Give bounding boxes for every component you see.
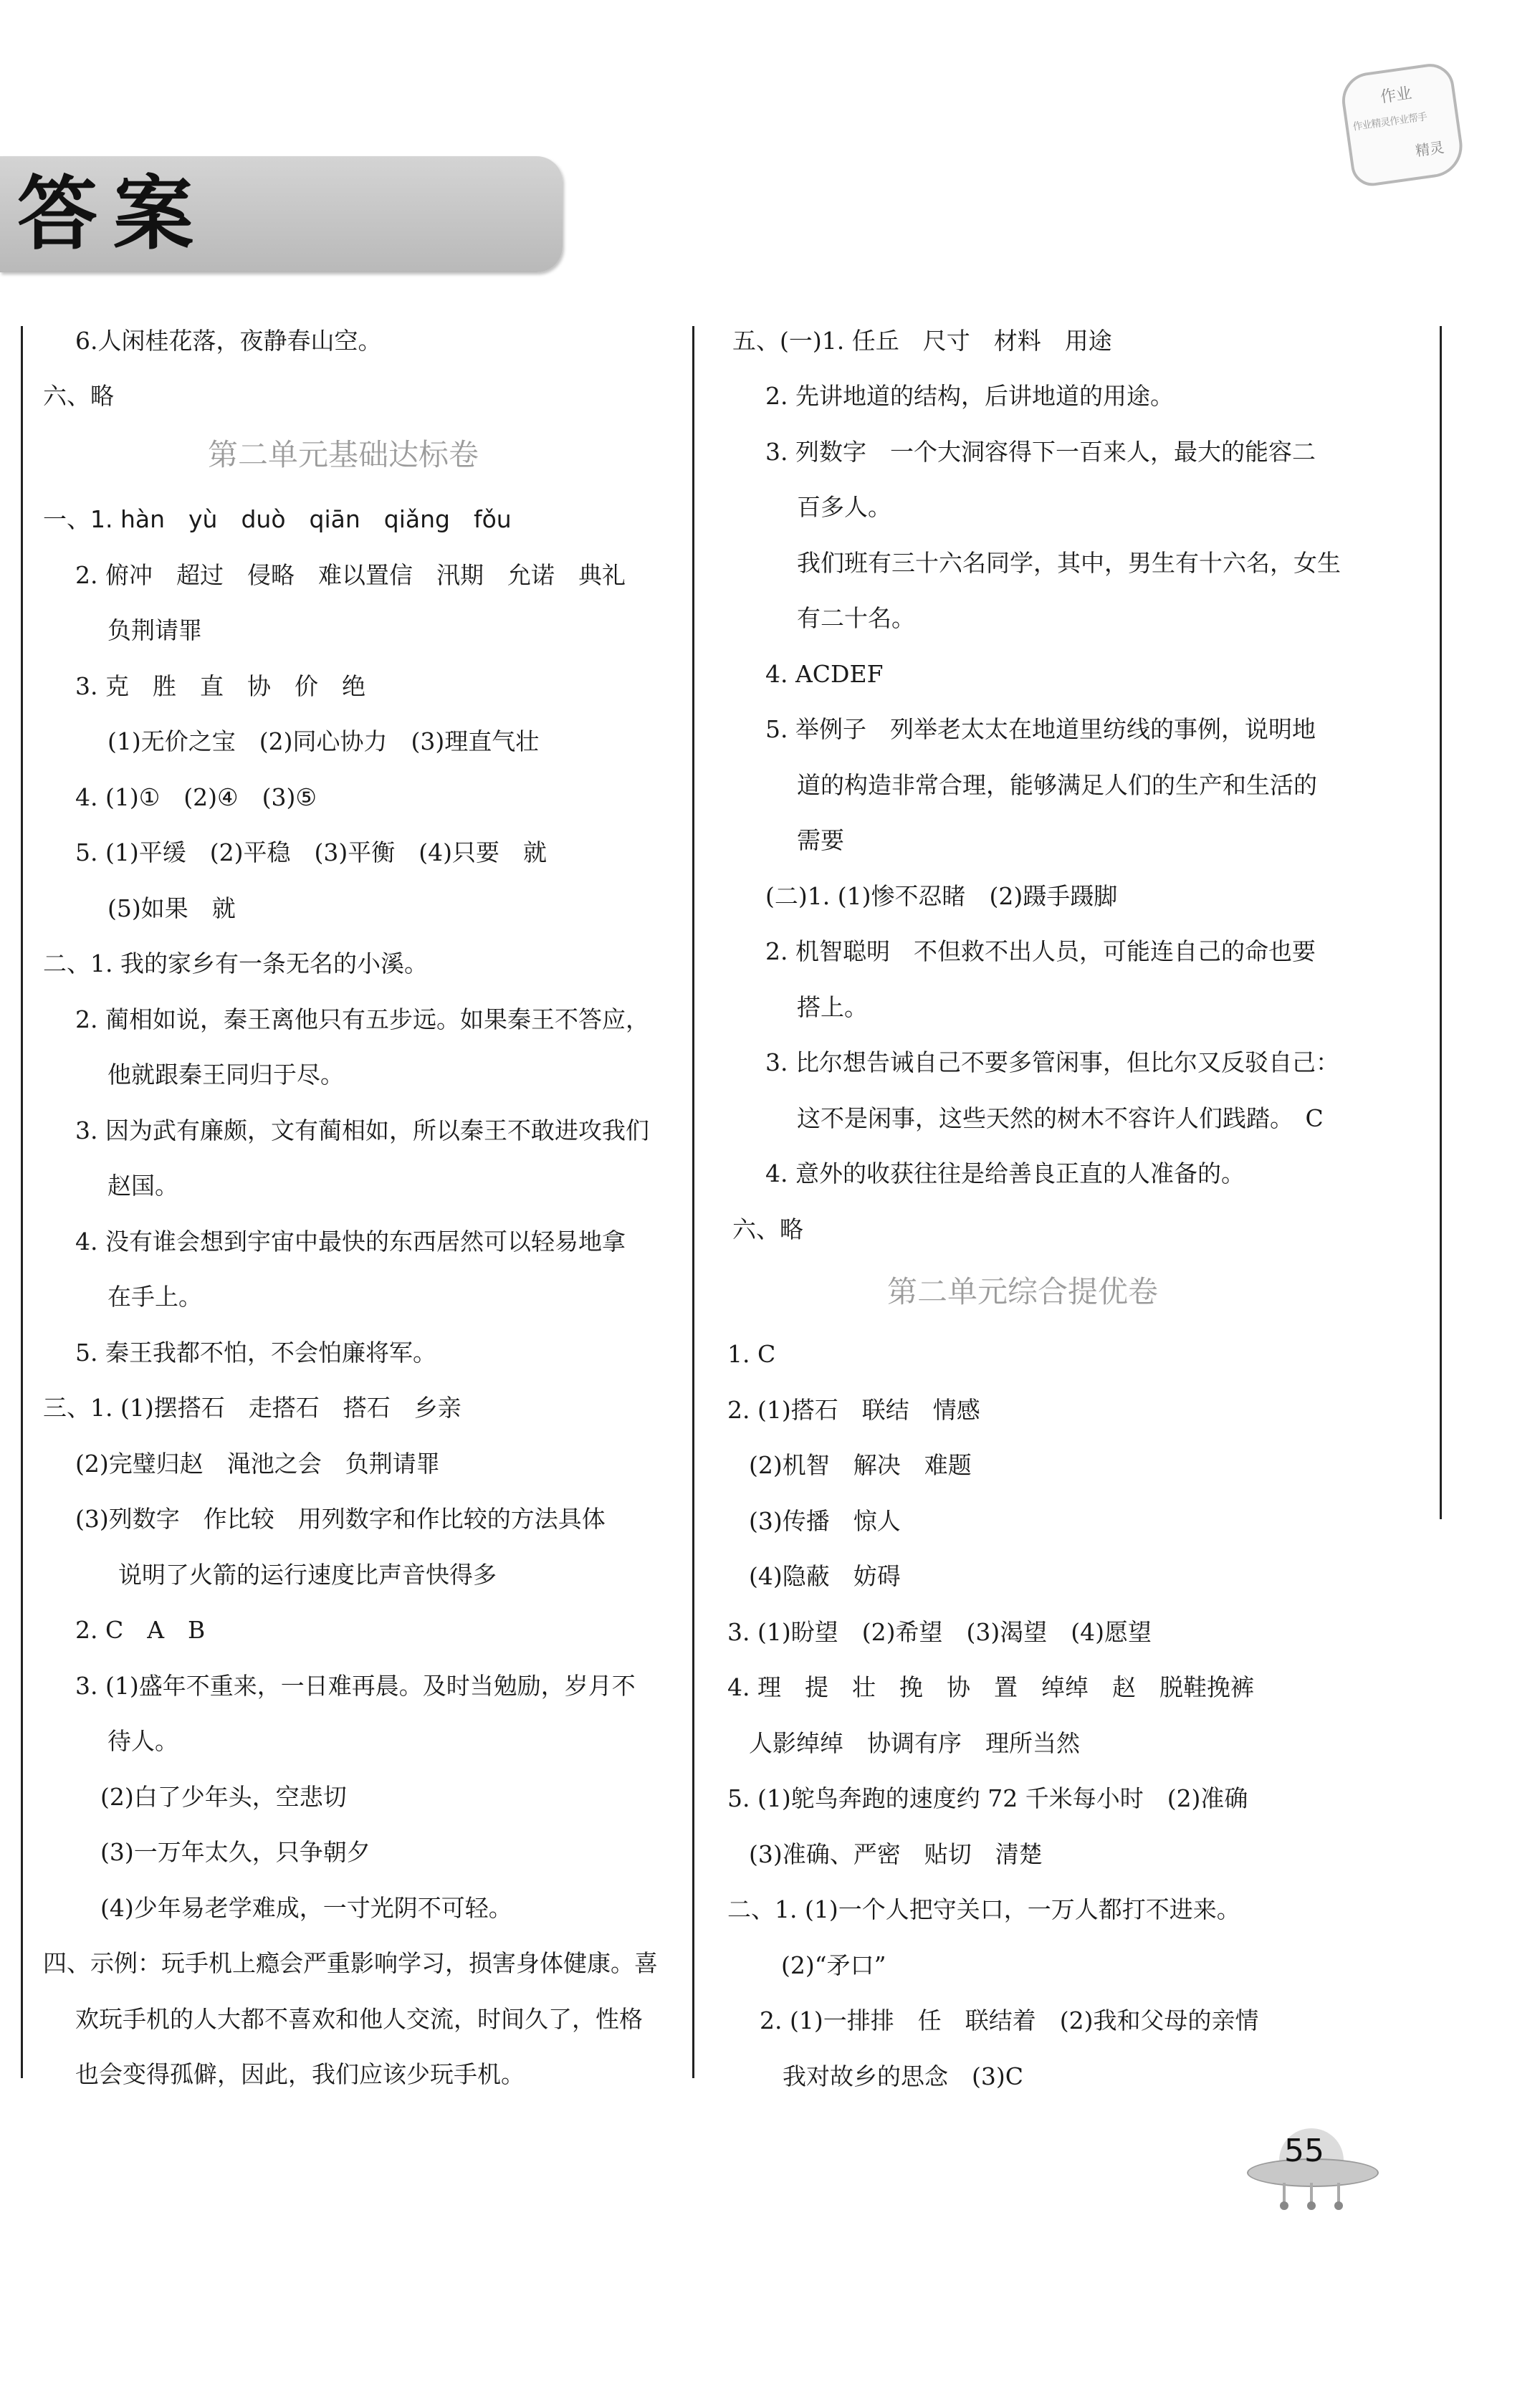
answer-line: 5. 举例子 列举老太太在地道里纺线的事例，说明地 bbox=[765, 715, 1316, 743]
answer-line: 5. 秦王我都不怕，不会怕廉将军。 bbox=[75, 1339, 436, 1367]
answer-line: (5)如果 就 bbox=[107, 894, 236, 922]
answer-line: (2)“矛口” bbox=[781, 1951, 886, 1979]
answer-line: 欢玩手机的人大都不喜欢和他人交流，时间久了，性格 bbox=[75, 2005, 643, 2033]
stamp-line-3: 精灵 bbox=[1414, 138, 1445, 160]
answer-line: (二)1. (1)惨不忍睹 (2)蹑手蹑脚 bbox=[765, 882, 1118, 910]
answer-line: (3)一万年太久，只争朝夕 bbox=[100, 1838, 370, 1866]
answer-line: 二、1. (1)一个人把守关口，一万人都打不进来。 bbox=[727, 1895, 1240, 1923]
ufo-foot-icon bbox=[1280, 2201, 1288, 2210]
answer-line: 2. 先讲地道的结构，后讲地道的用途。 bbox=[765, 382, 1174, 410]
answer-line: 待人。 bbox=[107, 1727, 178, 1755]
answer-line: 4. ACDEF bbox=[765, 660, 884, 688]
homework-elf-logo bbox=[1339, 61, 1466, 188]
answer-line: 2. 蔺相如说，秦王离他只有五步远。如果秦王不答应， bbox=[75, 1005, 649, 1033]
answer-line: (4)少年易老学难成，一寸光阴不可轻。 bbox=[100, 1894, 512, 1922]
answer-line: 人影绰绰 协调有序 理所当然 bbox=[749, 1729, 1080, 1757]
answer-line: 我对故乡的思念 (3)C bbox=[783, 2062, 1023, 2090]
section-title-basic: 第二单元基础达标卷 bbox=[208, 437, 479, 472]
answer-line: 六、略 bbox=[43, 382, 114, 410]
answer-line: 五、(一)1. 任丘 尺寸 材料 用途 bbox=[732, 327, 1112, 355]
right-column-rule bbox=[1440, 326, 1442, 1519]
answer-header-tab bbox=[0, 156, 563, 272]
answer-line: 4. 理 提 壮 挽 协 置 绰绰 赵 脱鞋挽裤 bbox=[727, 1673, 1254, 1701]
page-number: 55 bbox=[1284, 2133, 1324, 2169]
answer-line: 负荆请罪 bbox=[107, 616, 202, 644]
answer-line: 有二十名。 bbox=[797, 604, 915, 632]
answer-line: 我们班有三十六名同学，其中，男生有十六名，女生 bbox=[797, 549, 1341, 577]
answer-line: 搭上。 bbox=[797, 993, 868, 1021]
answer-line: (3)传播 惊人 bbox=[749, 1507, 901, 1535]
ufo-foot-icon bbox=[1307, 2201, 1316, 2210]
answer-line: 3. 克 胜 直 协 价 绝 bbox=[75, 672, 365, 700]
answer-line: 3. (1)盛年不重来，一日难再晨。及时当勉励，岁月不 bbox=[75, 1672, 636, 1700]
answer-line: 赵国。 bbox=[107, 1172, 178, 1200]
answer-line: 3. 列数字 一个大洞容得下一百来人，最大的能容二 bbox=[765, 438, 1316, 466]
answer-line: 他就跟秦王同归于尽。 bbox=[107, 1061, 344, 1089]
answer-line: 2. (1)搭石 联结 情感 bbox=[727, 1396, 980, 1424]
answer-line: 4. (1)① (2)④ (3)⑤ bbox=[75, 783, 317, 811]
answer-line: 在手上。 bbox=[107, 1283, 202, 1311]
answer-line: 百多人。 bbox=[797, 493, 891, 521]
answer-line: 1. C bbox=[727, 1340, 776, 1368]
answer-line: 四、示例：玩手机上瘾会严重影响学习，损害身体健康。喜 bbox=[43, 1949, 658, 1977]
answer-line: (2)机智 解决 难题 bbox=[749, 1451, 972, 1479]
answer-line: 2. (1)一排排 任 联结着 (2)我和父母的亲情 bbox=[760, 2006, 1259, 2034]
answer-line: (2)白了少年头，空悲切 bbox=[100, 1783, 347, 1811]
center-column-rule bbox=[692, 326, 694, 2078]
answer-line: 3. (1)盼望 (2)希望 (3)渴望 (4)愿望 bbox=[727, 1618, 1152, 1646]
page-number-badge bbox=[1247, 2114, 1376, 2214]
answer-line: 2. C A B bbox=[75, 1616, 206, 1644]
answer-line: (1)无价之宝 (2)同心协力 (3)理直气壮 bbox=[107, 727, 540, 755]
answer-line: 3. 因为武有廉颇，文有蔺相如，所以秦王不敢进攻我们 bbox=[75, 1116, 649, 1144]
answer-line: 5. (1)平缓 (2)平稳 (3)平衡 (4)只要 就 bbox=[75, 838, 547, 866]
ufo-foot-icon bbox=[1334, 2201, 1343, 2210]
answer-line: 2. 俯冲 超过 侵略 难以置信 汛期 允诺 典礼 bbox=[75, 561, 626, 589]
left-column-rule bbox=[21, 326, 23, 2078]
answer-line: 也会变得孤僻，因此，我们应该少玩手机。 bbox=[75, 2060, 525, 2088]
answer-line: 3. 比尔想告诫自己不要多管闲事，但比尔又反驳自己： bbox=[765, 1048, 1339, 1076]
answer-line: (4)隐蔽 妨碍 bbox=[749, 1562, 901, 1590]
answer-line: (3)准确、严密 贴切 清楚 bbox=[749, 1840, 1043, 1868]
answer-line: 说明了火箭的运行速度比声音快得多 bbox=[118, 1561, 497, 1589]
stamp-line-2: 作业精灵作业帮手 bbox=[1352, 111, 1427, 133]
answer-line: 一、1. hàn yù duò qiān qiǎng fǒu bbox=[43, 505, 512, 533]
stamp-line-1: 作业 bbox=[1379, 84, 1413, 107]
section-title-advanced: 第二单元综合提优卷 bbox=[887, 1274, 1159, 1309]
answer-line: 2. 机智聪明 不但救不出人员，可能连自己的命也要 bbox=[765, 937, 1316, 965]
answer-line: 道的构造非常合理，能够满足人们的生产和生活的 bbox=[797, 771, 1317, 799]
answer-line: 三、1. (1)摆搭石 走搭石 搭石 乡亲 bbox=[43, 1394, 461, 1422]
answer-line: 5. (1)鸵鸟奔跑的速度约 72 千米每小时 (2)准确 bbox=[727, 1784, 1248, 1812]
answer-line: 需要 bbox=[797, 826, 844, 854]
answer-line: 这不是闲事，这些天然的树木不容许人们践踏。 C bbox=[797, 1104, 1324, 1132]
answer-line: (3)列数字 作比较 用列数字和作比较的方法具体 bbox=[75, 1505, 606, 1533]
answer-line: (2)完璧归赵 渑池之会 负荆请罪 bbox=[75, 1450, 440, 1478]
answer-line: 4. 意外的收获往往是给善良正直的人准备的。 bbox=[765, 1159, 1245, 1187]
answer-line: 4. 没有谁会想到宇宙中最快的东西居然可以轻易地拿 bbox=[75, 1228, 626, 1255]
page-title: 答案 bbox=[17, 168, 209, 261]
answer-line: 6.人闲桂花落，夜静春山空。 bbox=[75, 327, 382, 355]
answer-line: 二、1. 我的家乡有一条无名的小溪。 bbox=[43, 949, 428, 977]
answer-line: 六、略 bbox=[732, 1215, 803, 1243]
